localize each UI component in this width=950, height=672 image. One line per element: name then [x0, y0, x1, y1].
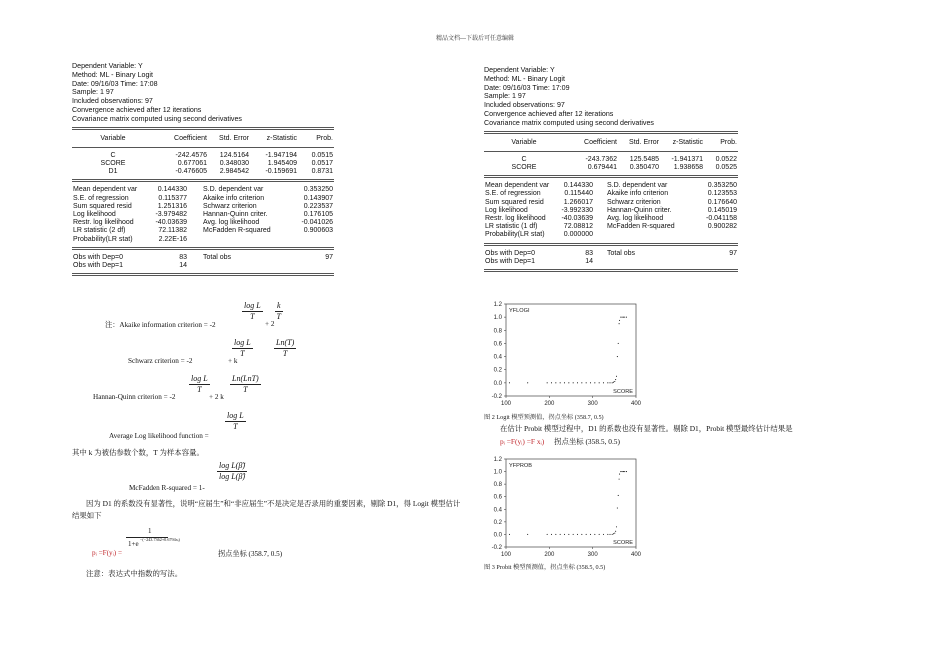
meta-line: Sample: 1 97: [72, 88, 114, 97]
cell: Sum squared resid: [485, 198, 544, 206]
cell: Total obs: [203, 253, 232, 261]
stats-row: [484, 207, 738, 215]
data-point: [555, 534, 556, 535]
plot-frame: [506, 304, 636, 396]
data-point: [581, 534, 582, 535]
data-point: [619, 474, 620, 475]
cell: -1.947194: [265, 151, 297, 159]
meta-line: Date: 09/16/03 Time: 17:09: [484, 83, 570, 92]
paragraph-drop-d1: 因为 D1 的系数没有显著性，说明“应届生”和“非应届生”不是决定是否录用的重要因素，剔除 D1，得 Logit 模型估计结果如下: [72, 499, 461, 520]
fraction: [189, 374, 210, 395]
probit-equation: [500, 436, 620, 447]
data-point: [573, 534, 574, 535]
cell: 0.176640: [707, 198, 737, 206]
fraction: [232, 338, 253, 359]
cell: Total obs: [607, 249, 636, 257]
col-header: z-Statistic: [266, 134, 297, 142]
data-point: [555, 382, 556, 383]
left-meta: [72, 62, 334, 124]
y-tick-label: 0.6: [493, 494, 502, 501]
data-point: [586, 382, 587, 383]
data-point: [617, 356, 618, 357]
cell: 0.900282: [707, 223, 737, 231]
col-header: Coefficient: [584, 138, 617, 146]
meta-line: Convergence achieved after 12 iterations: [72, 105, 202, 114]
fraction: [242, 301, 263, 322]
data-point: [607, 534, 608, 535]
cell: -0.041158: [705, 215, 737, 222]
meta-line: Method: ML - Binary Logit: [484, 74, 565, 83]
cell: Akaike info criterion: [203, 194, 265, 202]
cell: Restr. log likelihood: [73, 219, 134, 227]
numerator: log L: [191, 374, 208, 383]
cell: -40.03639: [561, 215, 593, 222]
data-point: [586, 534, 587, 535]
page-header: 精品文档---下载后可任意编辑: [436, 36, 514, 42]
cell: S.E. of regression: [485, 190, 541, 198]
x-tick-label: 300: [587, 401, 598, 407]
cell: Avg. log likelihood: [203, 219, 260, 227]
cell: 72.08812: [563, 223, 593, 231]
cell: -243.7362: [585, 155, 617, 163]
series-label: YFPROB: [509, 463, 533, 469]
data-point: [612, 534, 613, 535]
meta-line: Dependent Variable: Y: [484, 66, 555, 74]
data-point: [527, 534, 528, 535]
table-row: [484, 164, 738, 172]
left-coef-table: [72, 135, 334, 143]
right-stats-table: [484, 182, 738, 239]
cell: 1.266017: [563, 198, 593, 206]
cell: McFadden R-squared: [203, 227, 271, 235]
data-point: [568, 534, 569, 535]
cell: 0.353250: [707, 182, 737, 190]
meta-line: Sample: 1 97: [484, 92, 526, 101]
data-point: [609, 534, 610, 535]
stats-row: [72, 211, 334, 219]
data-point: [617, 507, 618, 508]
y-tick-label: -0.2: [491, 394, 502, 400]
numerator: Ln(T): [276, 338, 295, 347]
cell: 72.11382: [158, 227, 187, 235]
cell: 1.945409: [267, 159, 297, 167]
data-point: [618, 343, 619, 344]
y-tick-label: 0.2: [493, 519, 502, 526]
data-point: [623, 471, 624, 472]
data-point: [612, 382, 613, 383]
plot-frame: [506, 459, 636, 547]
data-point: [564, 534, 565, 535]
y-tick-label: 0.6: [493, 341, 502, 348]
col-header: Std. Error: [219, 134, 249, 142]
fraction: [275, 301, 283, 322]
cell: 0.353250: [303, 186, 333, 194]
stats-row: [72, 219, 334, 227]
table-row: [72, 168, 334, 176]
data-point: [624, 471, 625, 472]
cell: LR statistic (2 df): [73, 227, 126, 235]
cell: -40.03639: [155, 219, 187, 227]
left-obs-table: [72, 254, 334, 270]
cell: 0.115440: [564, 190, 593, 198]
cell: C: [521, 155, 527, 163]
cell: LR statistic (1 df): [485, 223, 538, 231]
cell: 0.350470: [629, 163, 659, 171]
stats-row: [484, 223, 738, 231]
cell: 1.938658: [673, 163, 703, 171]
data-point: [573, 382, 574, 383]
x-tick-label: 200: [544, 401, 555, 407]
probit-text: 在估计 Probit 模型过程中，D1 的系数也没有显著性。剔除 D1，Probit 模型最终估计结果是: [500, 424, 793, 433]
mcfadden-label: McFadden R-squared = 1-: [129, 484, 205, 492]
cell: 124.5164: [219, 151, 249, 159]
probit-lhs: pᵢ =F(yᵢ) =F xᵢ): [500, 437, 545, 446]
col-header: Variable: [511, 138, 537, 146]
data-point: [622, 317, 623, 318]
eq-lhs: pᵢ =F(yᵢ) =: [92, 549, 123, 557]
data-point: [614, 533, 615, 534]
cell: Sum squared resid: [73, 202, 132, 210]
data-point: [615, 379, 616, 380]
cell: 0.176105: [303, 211, 333, 218]
data-point: [607, 382, 608, 383]
cell: 0.679441: [587, 163, 617, 171]
data-point: [626, 471, 627, 472]
cell: Mean dependent var: [73, 186, 138, 194]
fraction: [230, 374, 261, 395]
y-tick-label: 1.0: [493, 469, 502, 476]
cell: S.E. of regression: [73, 194, 129, 202]
cell: Probability(LR stat): [485, 231, 545, 239]
denominator: log L(β̂): [219, 472, 245, 481]
data-point: [547, 534, 548, 535]
stats-row: [72, 186, 334, 194]
obs-row: [484, 250, 738, 258]
data-point: [626, 317, 627, 318]
avg-loglik-label: Average Log likelihood function =: [109, 432, 209, 440]
data-point: [590, 534, 591, 535]
table-row: [484, 156, 738, 164]
denominator: T: [282, 349, 288, 358]
cell: SCORE: [511, 163, 537, 171]
data-point: [609, 382, 610, 383]
y-tick-label: 1.2: [493, 302, 502, 308]
col-header: Prob.: [316, 134, 333, 142]
obs-row: [484, 258, 738, 266]
data-point: [599, 382, 600, 383]
data-point: [615, 531, 616, 532]
meta-line: Method: ML - Binary Logit: [72, 70, 153, 79]
fraction: [274, 338, 296, 359]
cell: -0.041026: [301, 219, 333, 227]
data-point: [560, 382, 561, 383]
fraction: [217, 461, 247, 482]
cell: C: [110, 151, 116, 159]
right-coef-table: [484, 139, 738, 147]
cell: 0.144330: [563, 182, 593, 190]
y-tick-label: 0.2: [493, 367, 502, 374]
denominator: T: [233, 422, 238, 431]
denominator: T: [240, 349, 245, 358]
data-point: [619, 479, 620, 480]
data-point: [547, 382, 548, 383]
meta-line: Covariance matrix computed using second derivatives: [72, 114, 242, 123]
x-tick-label: 100: [500, 552, 512, 558]
y-tick-label: 1.0: [493, 315, 502, 322]
col-header: Coefficient: [174, 134, 207, 142]
fraction: [225, 411, 246, 432]
stats-row: [484, 190, 738, 198]
cell: 2.22E-16: [158, 235, 187, 243]
cell: 0.115377: [158, 194, 187, 202]
cell: S.D. dependent var: [607, 182, 668, 190]
cell: Restr. log likelihood: [485, 215, 546, 222]
paragraph-probit: [484, 423, 874, 435]
data-point: [590, 382, 591, 383]
cell: 14: [585, 257, 593, 265]
meta-line: Included observations: 97: [484, 101, 565, 110]
cell: 0.0522: [715, 155, 737, 163]
cell: Obs with Dep=0: [485, 249, 535, 257]
cell: 0.145019: [707, 206, 737, 214]
cell: 0.0515: [311, 151, 333, 159]
cell: -3.992330: [561, 206, 593, 214]
cell: 0.223537: [303, 202, 333, 210]
col-header: Prob.: [720, 138, 737, 146]
cell: Log likelihood: [485, 206, 528, 214]
cell: 97: [729, 249, 737, 257]
right-obs-table: [484, 250, 738, 266]
obs-row: [72, 262, 334, 270]
cell: Obs with Dep=1: [485, 257, 535, 265]
cell: 0.143907: [303, 194, 333, 202]
numerator: k: [277, 301, 281, 310]
schwarz-tail: + k: [228, 357, 238, 365]
data-point: [613, 382, 614, 383]
data-point: [560, 534, 561, 535]
x-tick-label: 100: [500, 401, 512, 407]
eq-inflection: 拐点坐标 (358.7, 0.5): [218, 550, 283, 558]
cell: -1.941371: [671, 155, 703, 163]
data-point: [594, 534, 595, 535]
series-label: YFLOGI: [509, 308, 530, 314]
data-point: [564, 382, 565, 383]
data-point: [527, 382, 528, 383]
cell: 0.0517: [311, 159, 333, 167]
cell: 0.900603: [303, 227, 333, 235]
logit-equation: [92, 527, 292, 557]
y-tick-label: 0.0: [493, 380, 502, 387]
aic-tail: + 2: [265, 320, 275, 328]
stats-row: [484, 215, 738, 223]
data-point: [616, 376, 617, 377]
figure-3-caption: 图 3 Probit 模型预测值，拐点坐标 (358.5, 0.5): [484, 564, 606, 571]
data-point: [618, 495, 619, 496]
hq-label: Hannan-Quinn criterion = -2: [93, 393, 176, 401]
x-tick-label: 200: [544, 552, 555, 558]
cell: 0.0525: [715, 163, 737, 171]
right-coef-rows: [484, 156, 738, 172]
meta-line: Dependent Variable: Y: [72, 62, 143, 70]
data-point: [603, 534, 604, 535]
cell: Log likelihood: [73, 211, 116, 218]
cell: -242.4576: [175, 151, 207, 159]
eq-numerator: 1: [148, 527, 152, 535]
data-point: [614, 381, 615, 382]
y-tick-label: 0.0: [493, 532, 502, 539]
note-exponent: 注意：表达式中指数的写法。: [86, 569, 183, 578]
cell: 97: [325, 253, 333, 261]
data-point: [619, 320, 620, 321]
hq-tail: + 2 k: [209, 393, 224, 401]
y-tick-label: 0.4: [493, 354, 502, 361]
cell: Mean dependent var: [485, 182, 550, 190]
cell: 0.348030: [219, 159, 249, 167]
cell: -0.159691: [265, 168, 297, 176]
left-regression-output: [72, 62, 334, 276]
right-regression-output: [484, 66, 738, 272]
cell: 0.144330: [157, 186, 187, 194]
obs-row: [72, 254, 334, 262]
cell: Avg. log likelihood: [607, 215, 664, 222]
table-header-row: [484, 139, 738, 147]
data-point: [581, 382, 582, 383]
x-axis-label: SCORE: [613, 540, 633, 546]
logit-prediction-chart: [484, 298, 644, 410]
data-point: [619, 323, 620, 324]
col-header: z-Statistic: [672, 138, 703, 146]
meta-line: Date: 09/16/03 Time: 17:08: [72, 79, 158, 88]
cell: Probability(LR stat): [73, 235, 133, 243]
eq-denominator: 1+e: [128, 540, 139, 548]
cell: Hannan-Quinn criter.: [607, 206, 672, 214]
x-tick-label: 400: [630, 552, 642, 558]
cell: Schwarz criterion: [607, 198, 661, 206]
cell: McFadden R-squared: [607, 223, 675, 231]
meta-line: Convergence achieved after 12 iterations: [484, 109, 614, 118]
cell: Obs with Dep=0: [73, 253, 123, 261]
numerator: log L(β̃): [219, 461, 245, 470]
cell: S.D. dependent var: [203, 186, 264, 194]
x-tick-label: 300: [587, 552, 598, 558]
data-point: [616, 526, 617, 527]
y-tick-label: 0.4: [493, 507, 502, 514]
data-point: [594, 382, 595, 383]
cell: 0.8731: [311, 168, 333, 176]
probit-inflection: 拐点坐标 (358.5, 0.5): [554, 437, 620, 446]
data-point: [620, 471, 621, 472]
x-tick-label: 400: [630, 401, 642, 407]
table-row: [72, 152, 334, 160]
data-point: [623, 317, 624, 318]
cell: 83: [179, 253, 187, 261]
stats-row: [484, 182, 738, 190]
meta-line: Included observations: 97: [72, 97, 153, 106]
y-tick-label: 0.8: [493, 328, 502, 335]
stats-row: [72, 227, 334, 235]
cell: 1.251316: [157, 202, 187, 210]
data-point: [620, 317, 621, 318]
right-meta: [484, 66, 738, 128]
data-point: [551, 534, 552, 535]
table-header-row: [72, 135, 334, 143]
cell: D1: [108, 168, 118, 176]
eq-exponent: −(−243.7362+0.6794xᵢ): [140, 537, 180, 542]
numerator: Ln(LnT): [232, 374, 259, 383]
data-point: [624, 317, 625, 318]
stats-row: [72, 203, 334, 211]
col-header: Variable: [100, 134, 126, 142]
schwarz-label: Schwarz criterion = -2: [128, 357, 193, 365]
note-params: 其中 k 为被估参数个数，T 为样本容量。: [72, 448, 204, 457]
meta-line: Covariance matrix computed using second derivatives: [484, 118, 654, 127]
stats-row: [484, 231, 738, 239]
stats-row: [72, 236, 334, 244]
cell: -0.476605: [175, 168, 207, 176]
cell: 125.5485: [629, 155, 659, 163]
data-point: [509, 382, 510, 383]
x-axis-label: SCORE: [613, 389, 633, 395]
cell: -3.979482: [155, 211, 187, 218]
cell: 0.123553: [707, 190, 737, 198]
numerator: log L: [227, 411, 244, 420]
cell: Schwarz criterion: [203, 202, 257, 210]
figure-2-caption: 图 2 Logit 模型预测值，拐点坐标 (358.7, 0.5): [484, 414, 604, 421]
cell: 0.000000: [563, 231, 593, 239]
cell: Obs with Dep=1: [73, 262, 123, 270]
data-point: [568, 382, 569, 383]
probit-prediction-chart: [484, 453, 644, 561]
aic-label: 注：Akaike information criterion = -2: [105, 321, 216, 329]
cell: SCORE: [100, 159, 126, 167]
data-point: [599, 534, 600, 535]
numerator: log L: [234, 338, 251, 347]
left-stats-table: [72, 186, 334, 243]
data-point: [577, 382, 578, 383]
data-point: [622, 471, 623, 472]
table-row: [72, 160, 334, 168]
stats-row: [484, 199, 738, 207]
data-point: [509, 534, 510, 535]
left-coef-rows: [72, 152, 334, 177]
cell: Akaike info criterion: [607, 190, 669, 198]
cell: 83: [585, 249, 593, 257]
denominator: T: [243, 385, 248, 394]
denominator: T: [276, 312, 281, 321]
stats-row: [72, 195, 334, 203]
cell: Hannan-Quinn criter.: [203, 211, 268, 218]
col-header: Std. Error: [629, 138, 659, 146]
denominator: T: [250, 312, 255, 321]
data-point: [613, 533, 614, 534]
cell: 0.677061: [177, 159, 207, 167]
data-point: [603, 382, 604, 383]
data-point: [577, 534, 578, 535]
y-tick-label: -0.2: [491, 545, 502, 551]
denominator: T: [197, 385, 202, 394]
cell: 2.984542: [219, 168, 249, 176]
y-tick-label: 0.8: [493, 482, 502, 489]
numerator: log L: [244, 301, 261, 310]
data-point: [551, 382, 552, 383]
cell: 14: [179, 262, 187, 270]
y-tick-label: 1.2: [493, 457, 502, 463]
